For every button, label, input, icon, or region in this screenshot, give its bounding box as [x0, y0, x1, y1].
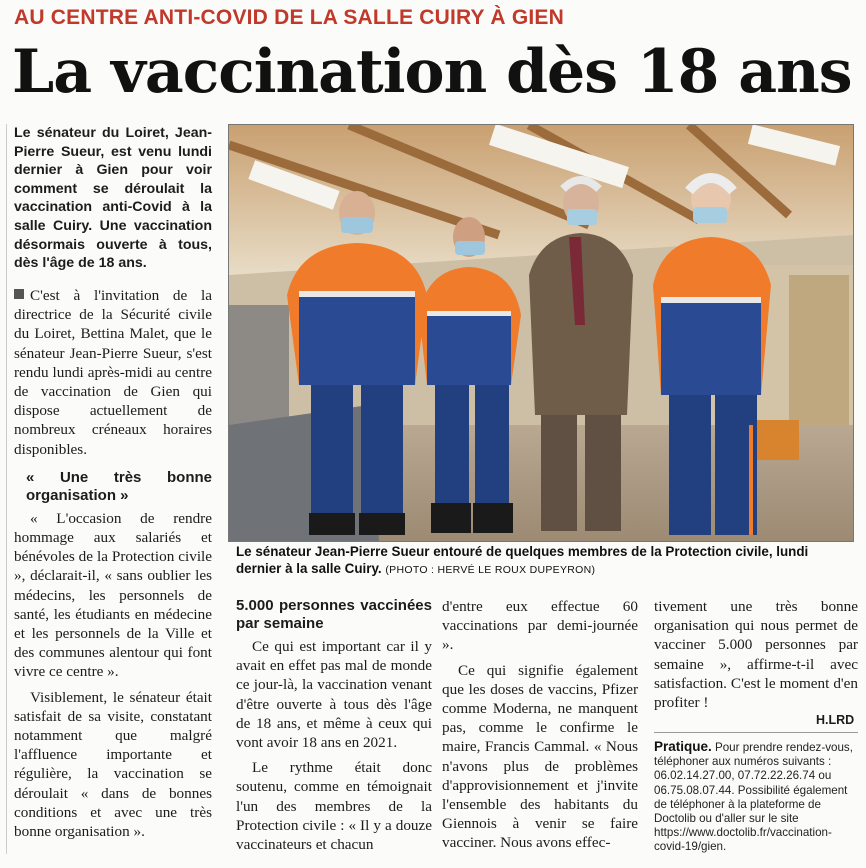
author-signature: H.LRD: [816, 713, 855, 727]
article-kicker: AU CENTRE ANTI-COVID DE LA SALLE CUIRY À GIEN: [14, 6, 564, 29]
paragraph: Visiblement, le sénateur était satisfait de sa visite, constatant notamment que malgré l'affluence importante et régulière, la vaccination se déroulait « dans de bonnes conditions et avec une très bonne organisation ».: [14, 688, 212, 841]
article-lede: Le sénateur du Loiret, Jean-Pierre Sueur, est venu lundi dernier à Gien pour voir comment se déroulait la vaccination anti-Covid à la salle Cuiry. Une vaccination désormais ouverte à tous, dès l'âge de 18 ans.: [14, 125, 212, 272]
caption-text: Le sénateur Jean-Pierre Sueur entouré de quelques membres de la Protection civile, lundi dernier à la salle Cuiry.: [236, 544, 809, 576]
column-2: [236, 597, 432, 854]
paragraph: « L'occasion de rendre hommage aux salariés et bénévoles de la Protection civile », déclarait-il, « sans oublier les médecins, les personnels de santé, les étudiants en médecine et les personnels de la Ville et des communes alentour qui font vivre ce centre ».: [14, 509, 212, 681]
info-label: Pratique.: [654, 739, 712, 754]
column-1: [14, 286, 212, 841]
subhead-weekly-vaccinations: 5.000 personnes vaccinées par semaine: [236, 597, 432, 632]
article-photo: [228, 124, 854, 542]
paragraph: C'est à l'invitation de la directrice de la Sécurité civile du Loiret, Bettina Malet, que le sénateur Jean-Pierre Sueur, s'est rendu lundi après-midi au centre de vaccination de Gien qui dispose actuellement de nombreux créneaux horaires disponibles.: [14, 287, 212, 458]
paragraph: Ce qui signifie également que les doses de vaccins, Pfizer comme Moderna, ne manquent pas, comme le confirme le maire, Francis Cammal. « Nous n'avons plus de problèmes d'approvisionnement et j'invite l'ensemble des habitants du Giennois à venir se faire vacciner. Nous avons effec-: [442, 661, 638, 852]
bullet-square-icon: [14, 289, 24, 299]
paragraph: Le rythme était donc soutenu, comme en témoignait l'un des membres de la Protection civile : « Il y a douze vaccinateurs et chacun: [236, 759, 432, 854]
info-text: Pour prendre rendez-vous, téléphoner aux numéros suivants : 06.02.14.27.00, 07.72.22.26.74 ou 06.75.08.07.44. Possibilité également de téléphoner à la plateforme de Doctolib ou d'aller sur le site https://www.doctolib.fr/vaccination-covid-19/gien.: [654, 741, 853, 854]
photo-credit: (PHOTO : HERVÉ LE ROUX DUPEYRON): [385, 564, 596, 576]
column-3: [442, 597, 638, 853]
practical-info-box: [654, 740, 858, 855]
info-divider: [654, 732, 858, 733]
photo-caption: [236, 543, 856, 579]
photo-illustration: [229, 125, 853, 541]
article-headline: La vaccination dès 18 ans: [12, 37, 852, 107]
column-rule: [6, 124, 7, 854]
paragraph: Ce qui est important car il y avait en effet pas mal de monde ce jour-là, la vaccination venant d'être ouverte à tous dès l'âge de 18 ans, et même à ceux qui vont avoir 18 ans en 2021.: [236, 638, 432, 752]
paragraph: d'entre eux effectue 60 vaccinations par demi-journée ».: [442, 598, 638, 654]
column-4: [654, 597, 858, 712]
subhead-organisation: « Une très bonne organisation »: [26, 468, 212, 504]
paragraph: tivement une très bonne organisation qui nous permet de vacciner 5.000 personnes par semaine », affirme-t-il avec satisfaction. C'est le moment d'en profiter !: [654, 598, 858, 712]
